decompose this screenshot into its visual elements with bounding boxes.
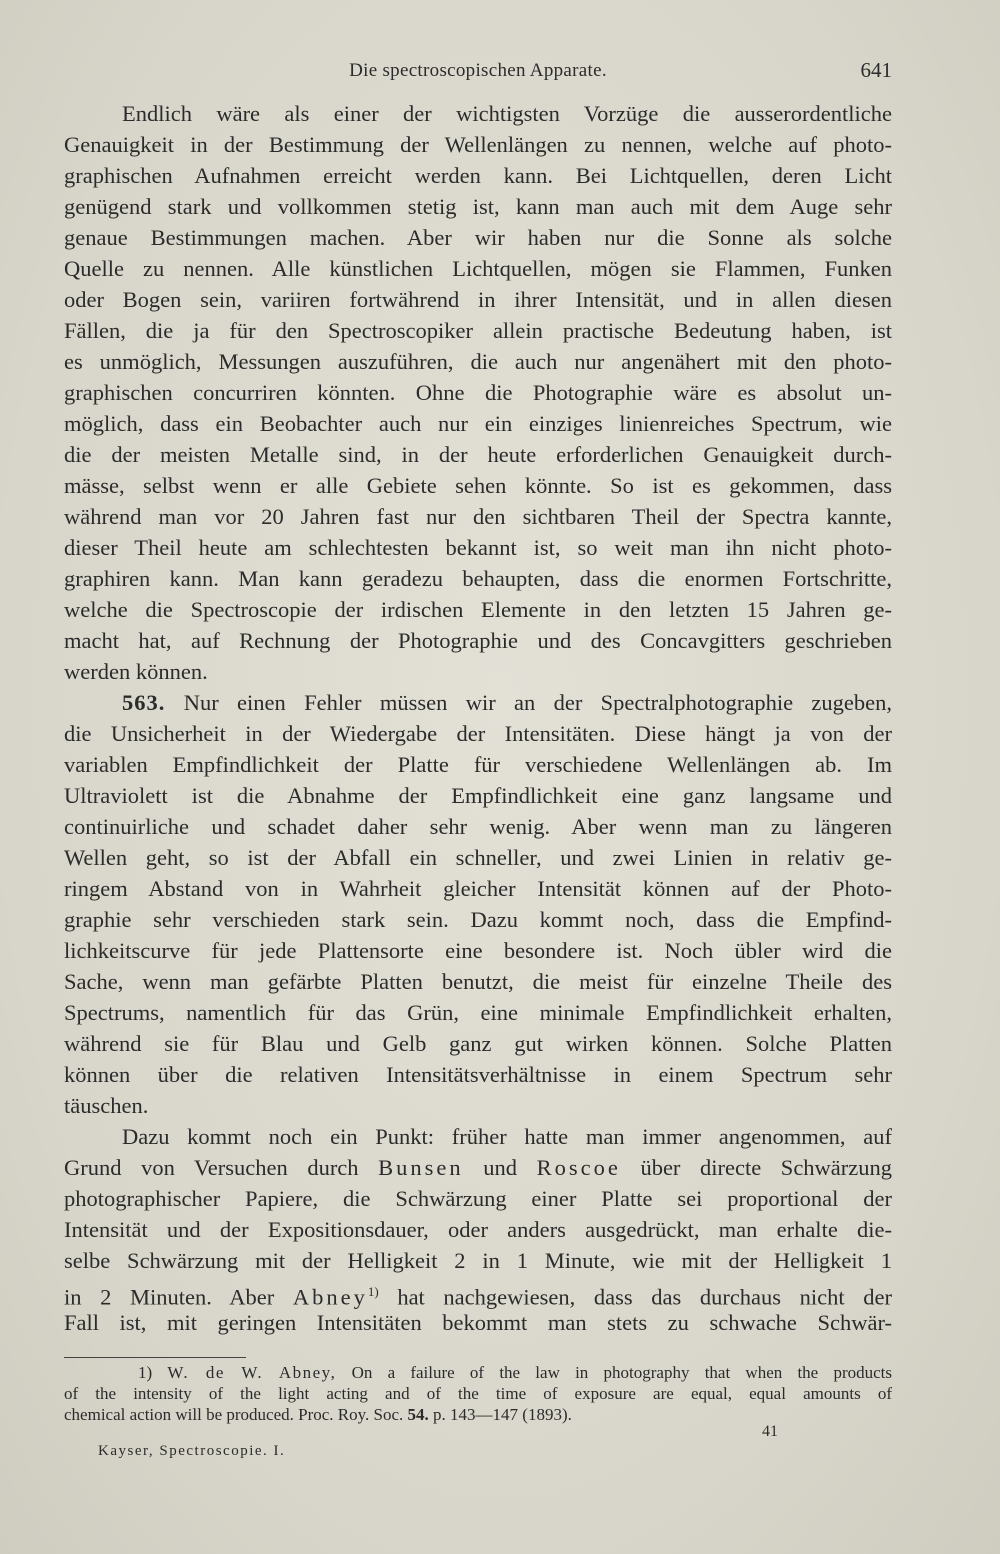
text-line: die Unsicherheit in der Wiedergabe der Intensitäten. Diese hängt ja von der [64, 721, 892, 746]
author-name: Roscoe [536, 1155, 621, 1180]
text-line: können über die relativen Intensitätsverhältnisse in einem Spectrum sehr [64, 1062, 892, 1087]
text-line: Intensität und der Expositionsdauer, oder anders ausgedrückt, man erhalte die- [64, 1217, 892, 1242]
text-span: und [483, 1155, 517, 1180]
text-span: über directe Schwärzung [640, 1155, 893, 1180]
text-line: Sache, wenn man gefärbte Platten benutzt, die meist für einzelne Theile des [64, 969, 892, 994]
text-line: während sie für Blau und Gelb ganz gut wirken können. Solche Platten [64, 1031, 892, 1056]
text-line: mässe, selbst wenn er alle Gebiete sehen könnte. So ist es gekommen, dass [64, 473, 892, 498]
text-line: continuirliche und schadet daher sehr wenig. Aber wenn man zu längeren [64, 814, 892, 839]
footnotes [64, 1362, 892, 1425]
text-line: Spectrums, namentlich für das Grün, eine minimale Empfindlichkeit erhalten, [64, 1000, 892, 1025]
footnote-line [64, 1404, 892, 1425]
sheet-number: 41 [762, 1423, 778, 1440]
text-line: Ultraviolett ist die Abnahme der Empfindlichkeit eine ganz langsame und [64, 783, 892, 808]
text-line: dieser Theil heute am schlechtesten bekannt ist, so weit man ihn nicht photo- [64, 535, 892, 560]
text-line: welche die Spectroscopie der irdischen Elemente in den letzten 15 Jahren ge- [64, 597, 892, 622]
text-line: genügend stark und vollkommen stetig ist, kann man auch mit dem Auge sehr [64, 194, 892, 219]
running-head: Die spectroscopischen Apparate. [349, 60, 607, 81]
text-line: Wellen geht, so ist der Abfall ein schneller, und zwei Linien in relativ ge- [64, 845, 892, 870]
text-line: während man vor 20 Jahren fast nur den sichtbaren Theil der Spectra kannte, [64, 504, 892, 529]
text-line: variablen Empfindlichkeit der Platte für verschiedene Wellenlängen ab. Im [64, 752, 892, 777]
author-name: Abney [292, 1284, 368, 1310]
text-line: photographischer Papiere, die Schwärzung einer Platte sei proportional der [64, 1186, 892, 1211]
section-number: 563. [122, 690, 166, 715]
text-line: Fällen, die ja für den Spectroscopiker allein practische Bedeutung haben, ist [64, 318, 892, 343]
text-line: Genauigkeit in der Bestimmung der Wellenlängen zu nennen, welche auf photo- [64, 132, 892, 157]
text-span: chemical action will be produced. Proc. Roy. Soc. [64, 1405, 404, 1424]
footnote-line: of the intensity of the light acting and of the time of exposure are equal, equal amounts of [64, 1384, 892, 1403]
text-line: oder Bogen sein, variiren fortwährend in ihrer Intensität, und in allen diesen [64, 287, 892, 312]
footnote-ref: 1) [367, 1284, 379, 1299]
text-line: Quelle zu nennen. Alle künstlichen Lichtquellen, mögen sie Flammen, Funken [64, 256, 892, 281]
text-line: graphiren kann. Man kann geradezu behaupten, dass die enormen Fortschritte, [64, 566, 892, 591]
text-line: graphischen Aufnahmen erreicht werden kann. Bei Lichtquellen, deren Licht [64, 163, 892, 188]
text-line: Endlich wäre als einer der wichtigsten Vorzüge die ausserordentliche [122, 101, 892, 126]
footnote-line [64, 1362, 892, 1383]
page-number: 641 [860, 58, 892, 82]
text-line: Dazu kommt noch ein Punkt: früher hatte man immer angenommen, auf [122, 1124, 892, 1149]
text-line: graphischen concurriren könnten. Ohne die Photographie wäre es absolut un- [64, 380, 892, 405]
text-line: möglich, dass ein Beobachter auch nur ein einziges linienreiches Spectrum, wie [64, 411, 892, 436]
text-line: werden können. [64, 659, 208, 684]
text-span: Grund von Versuchen durch [64, 1155, 359, 1180]
printer-signature: Kayser, Spectroscopie. I. [98, 1443, 286, 1459]
text-span: in 2 Minuten. Aber [64, 1284, 275, 1310]
text-span: p. 143—147 (1893). [433, 1405, 572, 1424]
footnote-marker: 1) [138, 1363, 153, 1382]
text-line [64, 1152, 892, 1183]
text-line: lichkeitscurve für jede Plattensorte eine besondere ist. Noch übler wird die [64, 938, 892, 963]
author-name: Bunsen [378, 1155, 464, 1180]
text-line: Fall ist, mit geringen Intensitäten bekommt man stets zu schwache Schwär- [64, 1310, 892, 1335]
text-line: macht hat, auf Rechnung der Photographie und des Concavgitters geschrieben [64, 628, 892, 653]
text-line: täuschen. [64, 1093, 149, 1118]
text-line: selbe Schwärzung mit der Helligkeit 2 in 1 Minute, wie mit der Helligkeit 1 [64, 1248, 892, 1273]
page-header [64, 54, 892, 88]
text-line: genaue Bestimmungen machen. Aber wir haben nur die Sonne als solche [64, 225, 892, 250]
text-line [64, 1276, 893, 1310]
text-span: Nur einen Fehler müssen wir an der Spectralphotographie zugeben, [183, 690, 892, 715]
section-first-line [64, 687, 892, 718]
footnote-rule [64, 1357, 246, 1358]
text-line: ringem Abstand von in Wahrheit gleicher Intensität können auf der Photo- [64, 876, 892, 901]
text-line: es unmöglich, Messungen auszuführen, die auch nur angenähert mit den photo- [64, 349, 892, 374]
body-text [64, 98, 892, 1338]
text-span: On a failure of the law in photography that when the products [351, 1363, 893, 1382]
volume-number: 54. [407, 1405, 429, 1424]
text-line: die der meisten Metalle sind, in der heute erforderlichen Genauigkeit durch- [64, 442, 892, 467]
text-span: hat nachgewiesen, dass das durchaus nicht der [397, 1284, 893, 1310]
footnote-author: W. de W. Abney, [167, 1363, 337, 1382]
text-line: graphie sehr verschieden stark sein. Dazu kommt noch, dass die Empfind- [64, 907, 892, 932]
